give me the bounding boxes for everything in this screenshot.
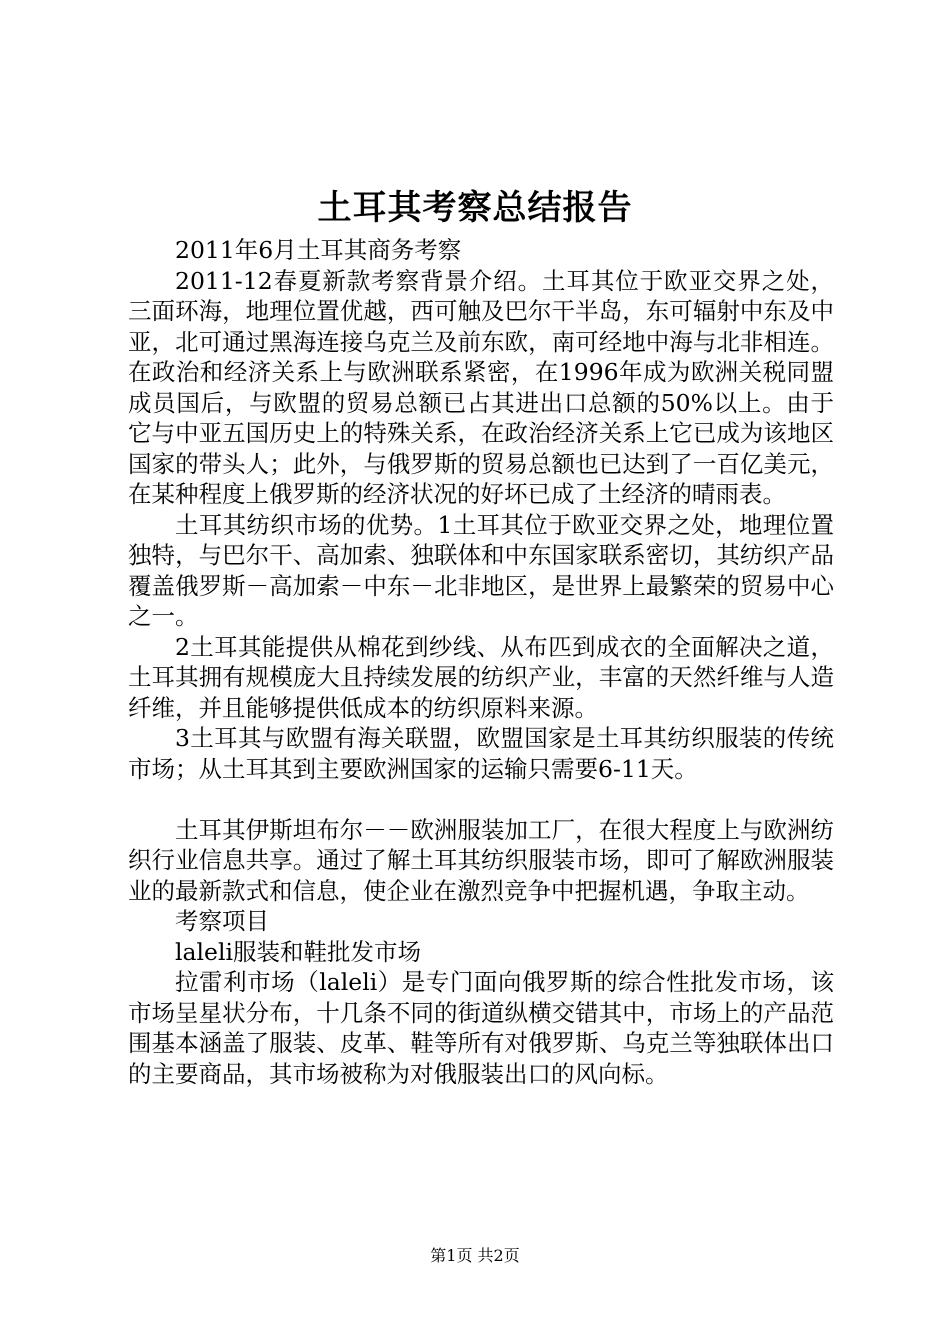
paragraph-laleli: 拉雷利市场（laleli）是专门面向俄罗斯的综合性批发市场，该市场呈星状分布，十几条不同的街道纵横交错其中，市场上的产品范围基本涵盖了服装、皮革、鞋等所有对俄罗斯、乌克兰等独联体出口的主要商品，其市场被称为对俄服装出口的风向标。	[128, 968, 834, 1088]
section-heading-projects: 考察项目	[175, 907, 269, 935]
paragraph-subtitle: 2011年6月土耳其商务考察	[175, 236, 462, 264]
document-body	[128, 235, 834, 1089]
section-heading-laleli: laleli服装和鞋批发市场	[175, 937, 421, 966]
paragraph-istanbul: 土耳其伊斯坦布尔－－欧洲服装加工厂，在很大程度上与欧洲纺织行业信息共享。通过了解土耳其纺织服装市场，即可了解欧洲服装业的最新款式和信息，使企业在激烈竞争中把握机遇，争取主动。	[128, 815, 834, 905]
paragraph-advantage-2: 2土耳其能提供从棉花到纱线、从布匹到成衣的全面解决之道，土耳其拥有规模庞大且持续发展的纺织产业，丰富的天然纤维与人造纤维，并且能够提供低成本的纺织原料来源。	[128, 632, 834, 722]
blank-line	[128, 784, 834, 815]
document-title: 土耳其考察总结报告	[317, 188, 633, 228]
paragraph-background: 2011-12春夏新款考察背景介绍。土耳其位于欧亚交界之处，三面环海，地理位置优越，西可触及巴尔干半岛，东可辐射中东及中亚，北可通过黑海连接乌克兰及前东欧，南可经地中海与北非相连。在政治和经济关系上与欧洲联系紧密，在1996年成为欧洲关税同盟成员国后，与欧盟的贸易总额已占其进出口总额的50%以上。由于它与中亚五国历史上的特殊关系，在政治经济关系上它已成为该地区国家的带头人；此外，与俄罗斯的贸易总额也已达到了一百亿美元，在某种程度上俄罗斯的经济状况的好坏已成了土经济的晴雨表。	[128, 266, 834, 508]
paragraph-advantage-3: 3土耳其与欧盟有海关联盟，欧盟国家是土耳其纺织服装的传统市场；从土耳其到主要欧洲国家的运输只需要6-11天。	[128, 724, 834, 783]
page-number-footer: 第1页 共2页	[430, 1246, 520, 1265]
paragraph-advantage-1: 土耳其纺织市场的优势。1土耳其位于欧亚交界之处，地理位置独特，与巴尔干、高加索、独联体和中东国家联系密切，其纺织产品覆盖俄罗斯－高加索－中东－北非地区，是世界上最繁荣的贸易中心之一。	[128, 510, 834, 630]
